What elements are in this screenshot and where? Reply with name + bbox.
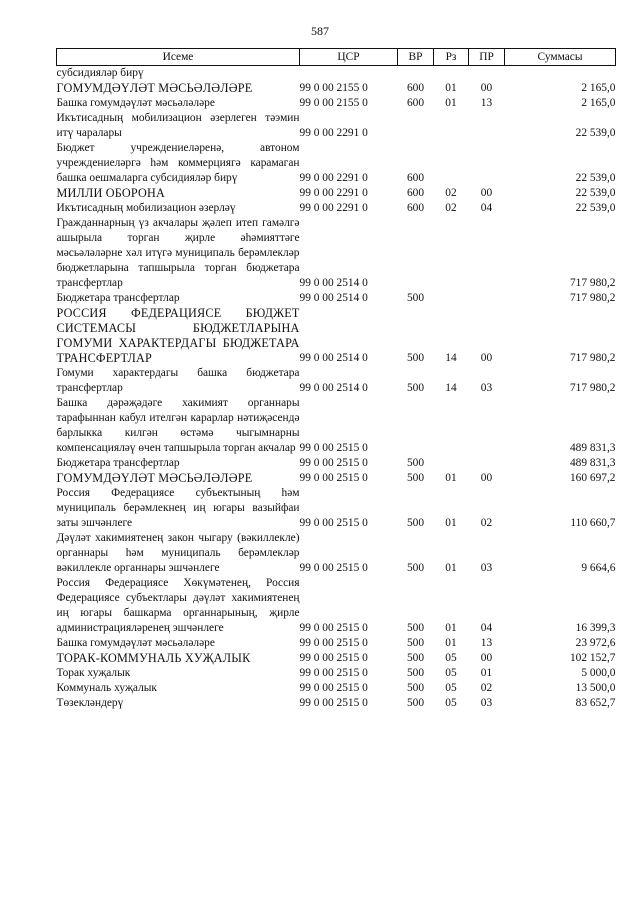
cell-pr	[469, 216, 505, 291]
cell-sum: 16 399,3	[575, 622, 616, 634]
cell-name: ГОМУМДӘҮЛӘТ МӘСЬӘЛӘЛӘРЕ	[56, 471, 253, 485]
cell-vr: 500	[406, 667, 425, 679]
cell-pr: 13	[480, 97, 493, 109]
cell-sum: 5 000,0	[581, 667, 616, 679]
cell-rz: 05	[445, 652, 457, 664]
cell-name: Дәүләт хакимиятенең закон чыгару (вәкиллекле) органнары һәм муниципаль берәмлекләр вәкиллекле органнары эшчәнлеге	[56, 532, 300, 574]
cell-pr	[469, 141, 505, 186]
cell-rz	[434, 396, 469, 456]
cell-rz	[434, 291, 469, 306]
cell-csr: 99 0 00 2515 0	[299, 457, 368, 469]
cell-sum: 22 539,0	[575, 127, 616, 139]
cell-rz	[434, 66, 469, 82]
cell-csr	[300, 66, 398, 82]
column-header-rz: Рз	[434, 49, 469, 66]
cell-sum: 489 831,3	[569, 457, 616, 469]
cell-pr: 13	[480, 637, 493, 649]
cell-rz	[434, 111, 469, 141]
cell-sum: 717 980,2	[569, 292, 616, 304]
cell-name: Бюджет учреждениеләренә, автоном учреждениеләргә һәм коммерциягә карамаган башка оешмаларга субсидияләр бирү	[56, 142, 300, 184]
table-row	[57, 96, 616, 111]
cell-name: Икътисадның мобилизацион әзерлеген тәэмин итү чаралары	[56, 112, 300, 139]
cell-name: субсидияләр бирү	[56, 67, 144, 79]
cell-pr: 02	[480, 517, 493, 529]
cell-csr: 99 0 00 2155 0	[299, 97, 368, 109]
cell-csr: 99 0 00 2515 0	[299, 697, 368, 709]
cell-rz: 01	[445, 472, 457, 484]
column-header-name: Исеме	[57, 49, 300, 66]
cell-pr: 01	[480, 667, 493, 679]
cell-csr: 99 0 00 2291 0	[299, 202, 368, 214]
cell-csr: 99 0 00 2291 0	[299, 172, 368, 184]
cell-pr: 00	[480, 82, 493, 94]
cell-rz: 01	[445, 562, 457, 574]
cell-sum: 110 660,7	[570, 517, 616, 529]
cell-name: Гражданнарның үз акчалары җәлеп итеп гамәлгә ашырыла торган җирле әһәмияттәге мәсьәләләрне хәл итүгә муниципаль берәмлекләр бюджетларына тапшырыла торган бюджетара трансфертлар	[56, 217, 300, 289]
cell-sum: 102 152,7	[569, 652, 616, 664]
cell-csr: 99 0 00 2515 0	[299, 682, 368, 694]
cell-name: Гомуми характердагы башка бюджетара трансфертлар	[56, 367, 300, 394]
cell-rz: 01	[445, 637, 457, 649]
cell-vr: 600	[406, 202, 425, 214]
cell-vr: 600	[406, 172, 425, 184]
cell-name: Башка дәрәҗәдәге хакимият органнары тарафыннан кабул ителгән карарлар нәтиҗәсендә барлыкка килгән өстәмә чыгымнарны компенсацияләү өчен тапшырыла торган акчалар	[56, 397, 300, 454]
cell-sum: 13 500,0	[575, 682, 616, 694]
cell-name: РОССИЯ ФЕДЕРАЦИЯСЕ БЮДЖЕТ СИСТЕМАСЫ БЮДЖЕТЛАРЫНА ГОМУМИ ХАРАКТЕРДАГЫ БЮДЖЕТАРА ТРАНСФЕРТЛАР	[56, 306, 300, 365]
cell-vr	[398, 396, 434, 456]
cell-pr: 00	[480, 652, 493, 664]
table-row	[57, 531, 616, 576]
cell-vr: 500	[406, 562, 425, 574]
cell-csr: 99 0 00 2515 0	[299, 472, 368, 484]
table-row	[57, 696, 616, 711]
cell-csr: 99 0 00 2291 0	[299, 187, 368, 199]
page-number: 587	[311, 24, 329, 38]
cell-name: ТОРАК-КОММУНАЛЬ ХУҖАЛЫК	[56, 651, 251, 665]
cell-csr: 99 0 00 2515 0	[299, 562, 368, 574]
cell-sum: 22 539,0	[575, 187, 616, 199]
table-body	[57, 66, 616, 712]
table-row	[57, 141, 616, 186]
cell-pr	[469, 291, 505, 306]
table-row	[57, 81, 616, 96]
table-row	[57, 636, 616, 651]
cell-sum: 717 980,2	[569, 277, 616, 289]
cell-pr: 03	[480, 382, 493, 394]
cell-csr: 99 0 00 2515 0	[299, 667, 368, 679]
cell-sum: 2 165,0	[581, 97, 616, 109]
column-header-csr: ЦСР	[300, 49, 398, 66]
cell-vr: 500	[406, 352, 425, 364]
cell-rz: 01	[445, 97, 457, 109]
cell-rz: 02	[445, 202, 457, 214]
cell-rz: 14	[445, 352, 457, 364]
cell-csr: 99 0 00 2515 0	[299, 652, 368, 664]
cell-csr: 99 0 00 2515 0	[299, 637, 368, 649]
table-row	[57, 291, 616, 306]
cell-vr	[398, 66, 434, 82]
cell-rz: 05	[445, 682, 457, 694]
cell-name: Башка гомумдәүләт мәсьәләләре	[56, 97, 215, 109]
cell-sum: 23 972,6	[575, 637, 616, 649]
cell-vr: 500	[406, 472, 425, 484]
cell-csr: 99 0 00 2515 0	[299, 517, 368, 529]
cell-name: Россия Федерациясе Хөкүмәтенең, Россия Федерациясе субъектлары дәүләт хакимиятенең иң югары башкарма органнарының, җирле администрацияләренең эшчәнлеге	[56, 577, 300, 634]
cell-rz: 02	[445, 187, 457, 199]
cell-name: Бюджетара трансфертлар	[56, 457, 180, 469]
table-row	[57, 396, 616, 456]
cell-vr: 500	[406, 382, 425, 394]
cell-sum: 2 165,0	[581, 82, 616, 94]
cell-pr	[469, 456, 505, 471]
cell-vr: 500	[406, 682, 425, 694]
cell-vr	[398, 216, 434, 291]
cell-pr: 03	[480, 697, 493, 709]
cell-csr: 99 0 00 2515 0	[299, 442, 368, 454]
column-header-sum: Суммасы	[505, 49, 616, 66]
cell-csr: 99 0 00 2155 0	[299, 82, 368, 94]
cell-csr: 99 0 00 2291 0	[299, 127, 368, 139]
cell-sum: 83 652,7	[575, 697, 616, 709]
cell-csr: 99 0 00 2514 0	[299, 382, 368, 394]
cell-vr: 500	[406, 622, 425, 634]
column-header-vr: ВР	[398, 49, 434, 66]
cell-sum: 717 980,2	[569, 352, 616, 364]
budget-table	[56, 48, 616, 711]
cell-sum: 22 539,0	[575, 172, 616, 184]
cell-rz: 01	[445, 622, 457, 634]
cell-pr	[469, 396, 505, 456]
cell-name: Коммуналь хуҗалык	[56, 682, 157, 694]
cell-sum: 717 980,2	[569, 382, 616, 394]
cell-pr: 03	[480, 562, 493, 574]
cell-csr: 99 0 00 2515 0	[299, 622, 368, 634]
table-row	[57, 216, 616, 291]
cell-name: Бюджетара трансфертлар	[56, 292, 180, 304]
cell-sum: 489 831,3	[569, 442, 616, 454]
cell-pr: 04	[480, 622, 493, 634]
cell-rz: 01	[445, 82, 457, 94]
cell-csr: 99 0 00 2514 0	[299, 277, 368, 289]
cell-vr: 500	[406, 697, 425, 709]
cell-rz: 01	[445, 517, 457, 529]
table-row	[57, 201, 616, 216]
cell-name: Икътисадның мобилизацион әзерләү	[56, 202, 236, 214]
cell-name: Торак хуҗалык	[56, 667, 131, 679]
cell-pr: 04	[480, 202, 493, 214]
cell-vr: 500	[406, 457, 425, 469]
cell-name: Россия Федерациясе субъектының һәм муниципаль берәмлекнең иң югары вазыйфаи заты эшчәнлеге	[56, 487, 300, 529]
cell-vr	[398, 111, 434, 141]
cell-name: МИЛЛИ ОБОРОНА	[56, 186, 165, 200]
cell-rz	[434, 216, 469, 291]
table-row	[57, 666, 616, 681]
cell-csr: 99 0 00 2514 0	[299, 352, 368, 364]
cell-name: Башка гомумдәүләт мәсьәләләре	[56, 637, 215, 649]
table-row	[57, 471, 616, 486]
table-row	[57, 681, 616, 696]
cell-sum	[505, 66, 616, 82]
table-row	[57, 456, 616, 471]
cell-pr	[469, 66, 505, 82]
cell-csr: 99 0 00 2514 0	[299, 292, 368, 304]
cell-vr: 500	[406, 292, 425, 304]
cell-name: ГОМУМДӘҮЛӘТ МӘСЬӘЛӘЛӘРЕ	[56, 81, 253, 95]
cell-pr: 00	[480, 187, 493, 199]
table-row	[57, 66, 616, 82]
cell-pr: 02	[480, 682, 493, 694]
cell-sum: 22 539,0	[575, 202, 616, 214]
cell-vr: 600	[406, 82, 425, 94]
cell-rz	[434, 141, 469, 186]
table-row	[57, 111, 616, 141]
table-row	[57, 576, 616, 636]
cell-sum: 9 664,6	[581, 562, 616, 574]
cell-vr: 500	[406, 637, 425, 649]
table-row	[57, 186, 616, 201]
table-row	[57, 306, 616, 366]
cell-rz	[434, 456, 469, 471]
table-row	[57, 486, 616, 531]
cell-rz: 05	[445, 667, 457, 679]
cell-pr: 00	[480, 352, 493, 364]
table-row	[57, 366, 616, 396]
column-header-pr: ПР	[469, 49, 505, 66]
cell-name: Төзекләндерү	[56, 697, 124, 709]
cell-sum: 160 697,2	[569, 472, 616, 484]
cell-rz: 05	[445, 697, 457, 709]
cell-vr: 600	[406, 187, 425, 199]
cell-rz: 14	[445, 382, 457, 394]
cell-vr: 500	[406, 517, 425, 529]
table-row	[57, 651, 616, 666]
table-header-row	[57, 49, 616, 66]
cell-vr: 500	[406, 652, 425, 664]
cell-pr	[469, 111, 505, 141]
cell-pr: 00	[480, 472, 493, 484]
cell-vr: 600	[406, 97, 425, 109]
